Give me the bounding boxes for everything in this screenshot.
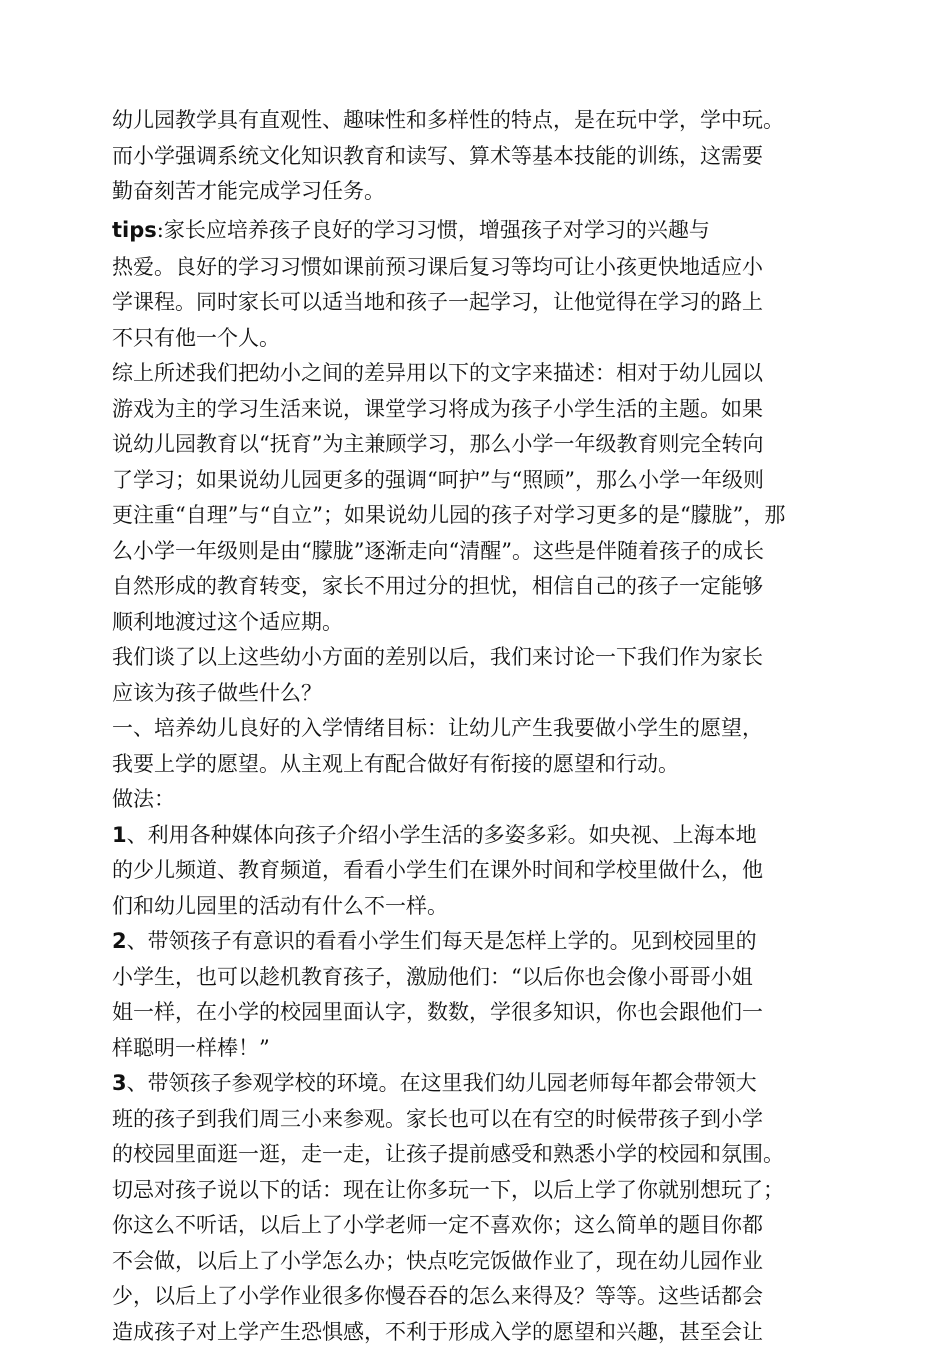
document-line	[112, 392, 844, 428]
document-line	[112, 1173, 844, 1209]
line-text: 你这么不听话，以后上了小学老师一定不喜欢你；这么简单的题目你都	[112, 1213, 763, 1237]
document-line	[112, 747, 844, 783]
line-text: 游戏为主的学习生活来说，课堂学习将成为孩子小学生活的主题。如果	[112, 397, 763, 421]
document-line	[112, 1031, 844, 1067]
line-text: 顺利地渡过这个适应期。	[112, 610, 343, 634]
document-line	[112, 1137, 844, 1173]
line-text: 说幼儿园教育以“抚育”为主兼顾学习，那么小学一年级教育则完全转向	[112, 432, 763, 456]
line-text: 不会做，以后上了小学怎么办；快点吃完饭做作业了，现在幼儿园作业	[112, 1249, 763, 1273]
document-line	[112, 250, 844, 286]
document-line	[112, 1279, 844, 1315]
document-line	[112, 356, 844, 392]
document-line	[112, 569, 844, 605]
line-text: 综上所述我们把幼小之间的差异用以下的文字来描述：相对于幼儿园以	[112, 361, 763, 385]
line-text: 的校园里面逛一逛，走一走，让孩子提前感受和熟悉小学的校园和氛围。	[112, 1142, 784, 1166]
document-line	[112, 640, 844, 676]
line-text: 切忌对孩子说以下的话：现在让你多玩一下，以后上学了你就别想玩了；	[112, 1178, 784, 1202]
document-line	[112, 853, 844, 889]
line-text: 热爱。良好的学习习惯如课前预习课后复习等均可让小孩更快地适应小	[112, 255, 763, 279]
document-line	[112, 995, 844, 1031]
document-line	[112, 285, 844, 321]
document-line	[112, 889, 844, 925]
document-line	[112, 960, 844, 996]
document-line	[112, 103, 844, 139]
document-line	[112, 210, 844, 250]
line-text: 应该为孩子做些什么？	[112, 681, 322, 705]
line-text: 、利用各种媒体向孩子介绍小学生活的多姿多彩。如央视、上海本地	[127, 823, 757, 847]
line-text: 姐一样，在小学的校园里面认字，数数，学很多知识，你也会跟他们一	[112, 1000, 763, 1024]
document-line	[112, 1244, 844, 1280]
line-text: 班的孩子到我们周三小来参观。家长也可以在有空的时候带孩子到小学	[112, 1107, 763, 1131]
document-line	[112, 605, 844, 641]
line-text: 了学习；如果说幼儿园更多的强调“呵护”与“照顾”，那么小学一年级则	[112, 468, 764, 492]
document-line	[112, 1102, 844, 1138]
document-line	[112, 321, 844, 357]
line-text: 更注重“自理”与“自立”；如果说幼儿园的孩子对学习更多的是“朦胧”，那	[112, 503, 785, 527]
document-line	[112, 711, 844, 747]
tips-label: tips	[112, 218, 157, 242]
line-text: 的少儿频道、教育频道，看看小学生们在课外时间和学校里做什么，他	[112, 858, 763, 882]
document-line	[112, 534, 844, 570]
line-text: :家长应培养孩子良好的学习习惯，增强孩子对学习的兴趣与	[157, 218, 710, 242]
line-text: 幼儿园教学具有直观性、趣味性和多样性的特点，是在玩中学，学中玩。	[112, 108, 784, 132]
line-text: 自然形成的教育转变，家长不用过分的担忧，相信自己的孩子一定能够	[112, 574, 763, 598]
line-text: 么小学一年级则是由“朦胧”逐渐走向“清醒”。这些是伴随着孩子的成长	[112, 539, 764, 563]
line-text: 小学生，也可以趁机教育孩子，激励他们：“以后你也会像小哥哥小姐	[112, 965, 753, 989]
line-text: 一、培养幼儿良好的入学情绪目标：让幼儿产生我要做小学生的愿望，	[112, 716, 763, 740]
item-number: 2	[112, 929, 127, 953]
document-line	[112, 818, 844, 854]
line-text: 少，以后上了小学作业很多你慢吞吞的怎么来得及？等等。这些话都会	[112, 1284, 763, 1308]
line-text: 不只有他一个人。	[112, 326, 280, 350]
line-text: 勤奋刻苦才能完成学习任务。	[112, 179, 385, 203]
document-line	[112, 463, 844, 499]
item-number: 3	[112, 1071, 127, 1095]
document-line	[112, 1315, 844, 1350]
document-line	[112, 139, 844, 175]
document-line	[112, 676, 844, 712]
document-line	[112, 1208, 844, 1244]
line-text: 而小学强调系统文化知识教育和读写、算术等基本技能的训练，这需要	[112, 144, 763, 168]
line-text: 、带领孩子有意识的看看小学生们每天是怎样上学的。见到校园里的	[127, 929, 757, 953]
document-line	[112, 498, 844, 534]
line-text: 我们谈了以上这些幼小方面的差别以后，我们来讨论一下我们作为家长	[112, 645, 763, 669]
document-line	[112, 174, 844, 210]
document-line	[112, 427, 844, 463]
line-text: 做法：	[112, 787, 175, 811]
line-text: 造成孩子对上学产生恐惧感，不利于形成入学的愿望和兴趣，甚至会让	[112, 1320, 763, 1344]
document-line	[112, 782, 844, 818]
document-line	[112, 924, 844, 960]
line-text: 我要上学的愿望。从主观上有配合做好有衔接的愿望和行动。	[112, 752, 679, 776]
line-text: 学课程。同时家长可以适当地和孩子一起学习，让他觉得在学习的路上	[112, 290, 763, 314]
line-text: 们和幼儿园里的活动有什么不一样。	[112, 894, 448, 918]
document-body	[112, 103, 842, 1350]
line-text: 样聪明一样棒！”	[112, 1036, 270, 1060]
item-number: 1	[112, 823, 127, 847]
document-line	[112, 1066, 844, 1102]
line-text: 、带领孩子参观学校的环境。在这里我们幼儿园老师每年都会带领大	[127, 1071, 757, 1095]
